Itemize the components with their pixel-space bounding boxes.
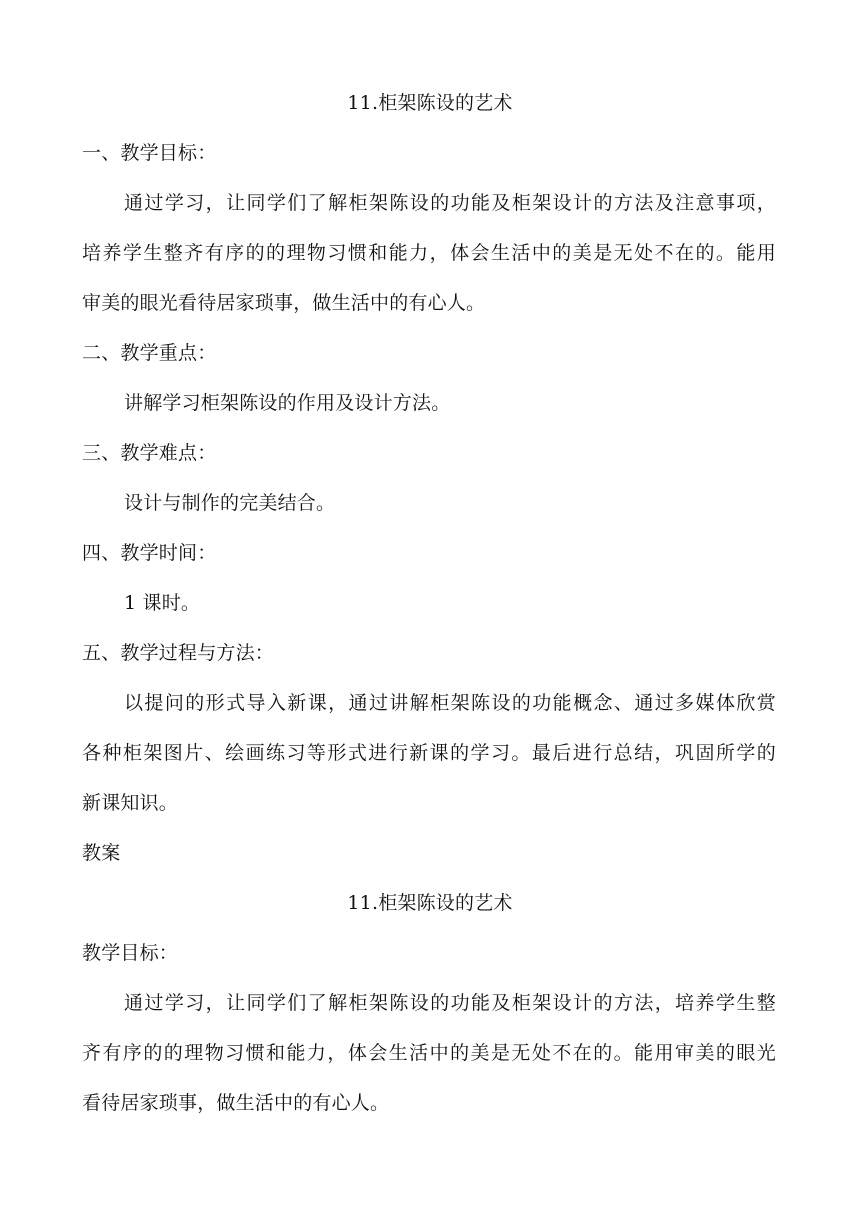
section-heading-time: 四、教学时间：	[82, 542, 217, 564]
section-heading-difficulties: 三、教学难点：	[82, 442, 217, 464]
second-objectives-heading: 教学目标：	[82, 942, 179, 964]
page-title: 11.柜架陈设的艺术	[347, 92, 513, 114]
second-objectives-line-2: 齐有序的的理物习惯和能力，体会生活中的美是无处不在的。能用审美的眼光	[82, 1042, 776, 1064]
objectives-paragraph-line-3: 审美的眼光看待居家琐事，做生活中的有心人。	[82, 292, 486, 314]
key-points-text: 讲解学习柜架陈设的作用及设计方法。	[124, 392, 451, 414]
section-heading-objectives: 一、教学目标：	[82, 142, 217, 164]
section-heading-process: 五、教学过程与方法：	[82, 642, 275, 664]
lesson-plan-label: 教案	[82, 842, 121, 864]
objectives-paragraph-line-2: 培养学生整齐有序的的理物习惯和能力，体会生活中的美是无处不在的。能用	[82, 242, 776, 264]
process-paragraph-line-1: 以提问的形式导入新课，通过讲解柜架陈设的功能概念、通过多媒体欣赏	[124, 692, 776, 714]
objectives-paragraph-line-1: 通过学习，让同学们了解柜架陈设的功能及柜架设计的方法及注意事项，	[124, 192, 776, 214]
process-paragraph-line-2: 各种柜架图片、绘画练习等形式进行新课的学习。最后进行总结，巩固所学的	[82, 742, 776, 764]
second-page-title: 11.柜架陈设的艺术	[347, 892, 513, 914]
second-objectives-line-1: 通过学习，让同学们了解柜架陈设的功能及柜架设计的方法，培养学生整	[124, 992, 776, 1014]
second-objectives-line-3: 看待居家琐事，做生活中的有心人。	[82, 1092, 390, 1114]
section-heading-key-points: 二、教学重点：	[82, 342, 217, 364]
difficulties-text: 设计与制作的完美结合。	[124, 492, 336, 514]
process-paragraph-line-3: 新课知识。	[82, 792, 179, 814]
time-text: 1 课时。	[124, 592, 201, 614]
